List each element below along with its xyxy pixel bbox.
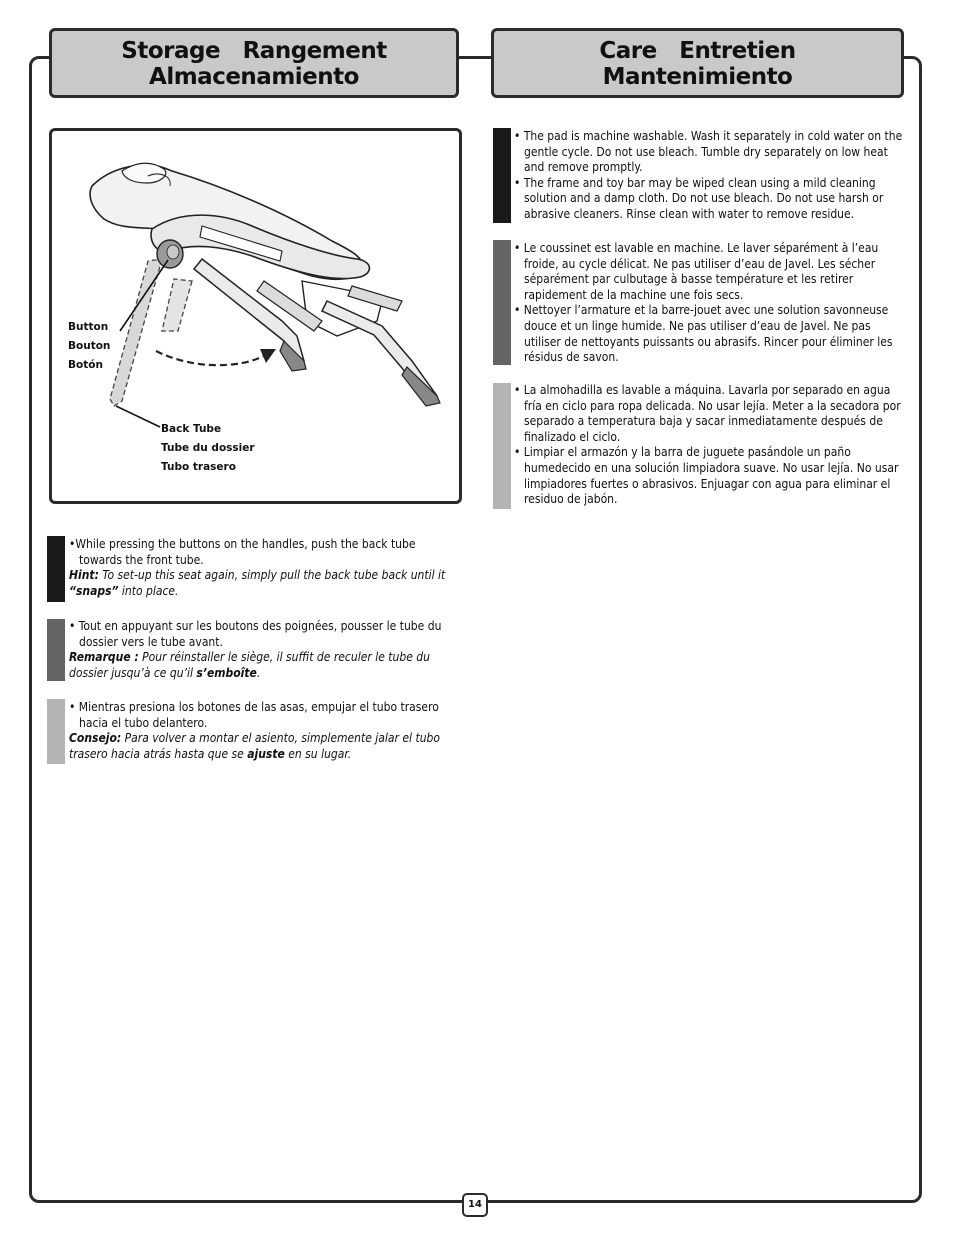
button-label-es: Botón [68,359,103,371]
back-tube-label-es: Tubo trasero [161,461,236,473]
button-label-en: Button [68,321,109,333]
storage-es-hint-end: en su lugar. [284,746,352,761]
storage-en-hint-bold: “snaps” [69,583,119,598]
storage-fr-hint-end: . [256,665,261,680]
storage-fr-hint [69,650,461,681]
care-english-marker [493,128,511,223]
fold-arrow-head [260,349,276,363]
storage-en-hint-label: Hint: [69,568,99,583]
storage-fr-bullet: • Tout en appuyant sur les boutons des poignées, pousser le tube du dossier vers le tube avant. [69,619,442,649]
care-english-text [514,129,910,223]
care-fr-item-2: • Nettoyer l’armature et la barre-jouet avec une solution savonneuse douce et un linge humide. Ne pas utiliser d’eau de Javel. Ne pas utiliser de nettoyants puissants ou abrasifs. Rincer pour éliminer les résidus de savon. [514,303,893,365]
back-tube-leader-line [116,406,160,427]
back-tube-label-group [161,420,255,477]
care-title [494,38,901,90]
care-title-line1: Care Entretien [599,38,796,64]
care-en-item-2: • The frame and toy bar may be wiped clean using a mild cleaning solution and a damp cloth. Do not use bleach. Do not use harsh or abrasive cleaners. Rinse clean with water to remove residue. [514,175,884,221]
french-marker [47,619,65,681]
storage-es-hint [69,731,461,762]
care-french-text [514,241,910,366]
back-tube-label-en: Back Tube [161,423,222,435]
storage-es-hint-label: Consejo: [69,731,122,746]
care-es-item-2: • Limpiar el armazón y la barra de juguete pasándole un paño humedecido en una solución limpiadora suave. No usar lejía. No usar limpiadores fuertes o abrasivos. Enjuagar con agua para eliminar el residuo de jabón. [514,445,899,507]
storage-french-text [69,619,461,681]
storage-english-text [69,537,461,599]
storage-es-hint-text: Para volver a montar el asiento, simplemente jalar el tubo trasero hacia atrás hasta que se [69,731,440,761]
care-spanish-text [514,383,910,508]
back-tube-label-fr: Tube du dossier [161,442,255,454]
care-en-item-1: • The pad is machine washable. Wash it separately in cold water on the gentle cycle. Do not use bleach. Tumble dry separately on low heat and remove promptly. [514,129,903,175]
storage-spanish-text [69,700,461,762]
button-label-group [68,318,110,375]
storage-title-line2: Almacenamiento [149,64,359,90]
storage-header [49,28,459,98]
back-tube-ghost-2 [162,279,192,331]
storage-fr-hint-text: Pour réinstaller le siège, il suffit de reculer le tube du dossier jusqu’à ce qu’il [69,650,430,680]
care-french-marker [493,240,511,365]
storage-es-bullet: • Mientras presiona los botones de las asas, empujar el tubo trasero hacia el tubo delantero. [69,700,439,730]
care-header [491,28,904,98]
storage-es-hint-bold: ajuste [247,746,285,761]
storage-en-bullet: •While pressing the buttons on the handles, push the back tube towards the front tube. [69,537,416,567]
care-spanish-marker [493,383,511,509]
storage-title-line1: Storage Rangement [121,38,387,64]
storage-en-hint-end: into place. [118,583,179,598]
storage-en-hint [69,568,461,599]
storage-fr-hint-bold: s’emboîte [196,665,257,680]
storage-illustration [49,128,462,504]
fold-arrow-path [156,351,264,365]
care-es-item-1: • La almohadilla es lavable a máquina. Lavarla por separado en agua fría en ciclo para ropa delicada. No usar lejía. Meter a la secadora por separado a temperatura baja y sacar inmediatamente después de finalizado el ciclo. [514,383,901,444]
storage-en-hint-text: To set-up this seat again, simply pull the back tube back until it [98,568,446,583]
storage-title [52,38,456,90]
button-label-fr: Bouton [68,340,111,352]
page-number: 14 [462,1193,488,1217]
english-marker [47,536,65,602]
storage-fr-hint-label: Remarque : [69,650,139,665]
seat-folding-illustration [52,131,459,501]
button-highlight [167,245,179,259]
spanish-marker [47,699,65,764]
care-fr-item-1: • Le coussinet est lavable en machine. Le laver séparément à l’eau froide, au cycle délicat. Ne pas utiliser d’eau de Javel. Les sécher séparément par culbutage à basse température et les retirer rapidement de la machine une fois secs. [514,241,879,302]
care-title-line2: Mantenimiento [602,64,793,90]
